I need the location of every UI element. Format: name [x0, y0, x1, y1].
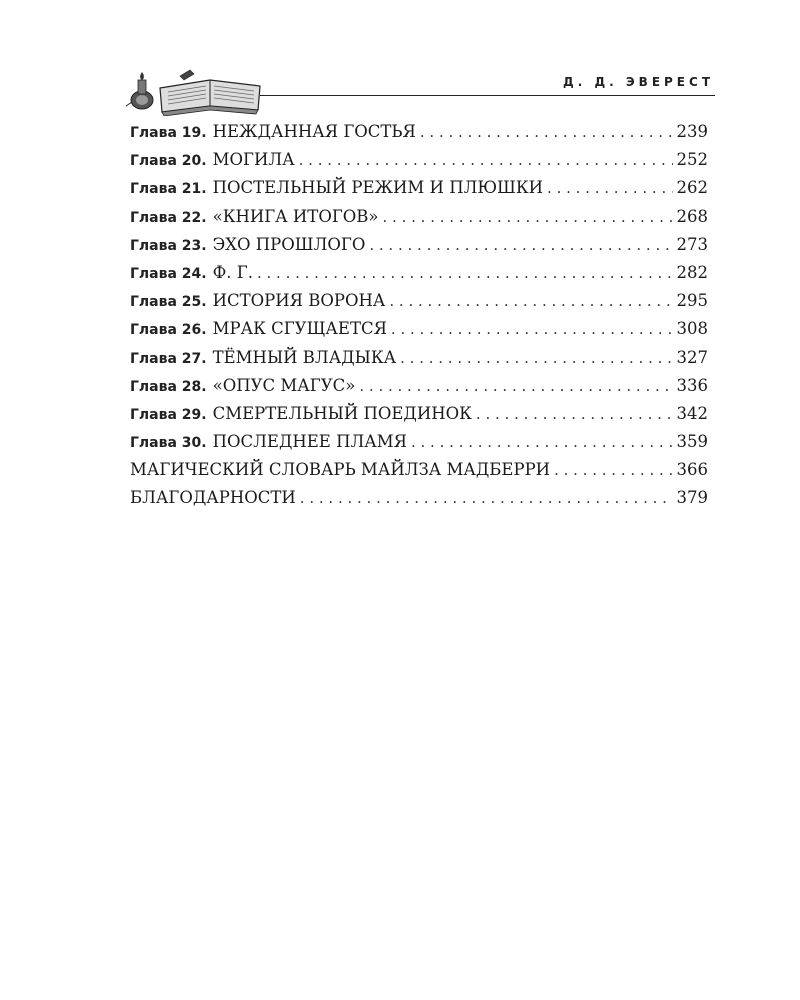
toc-page-number: 379	[676, 488, 708, 508]
toc-chapter-number: Глава 27.	[130, 350, 207, 367]
toc-chapter-number: Глава 20.	[130, 153, 207, 170]
toc-chapter-title: НЕЖДАННАЯ ГОСТЬЯ	[212, 122, 416, 141]
toc-chapter-title: ПОСЛЕДНЕЕ ПЛАМЯ	[212, 432, 407, 452]
toc-chapter-number: Глава 23.	[130, 237, 207, 254]
toc-chapter-title: ИСТОРИЯ ВОРОНА	[212, 291, 386, 311]
toc-chapter-number: Глава 26.	[130, 322, 207, 339]
toc-chapter-title: ЭХО ПРОШЛОГО	[212, 234, 366, 254]
toc-chapter-number: Глава 22.	[130, 209, 207, 226]
toc-dot-leader	[359, 377, 672, 395]
toc-dot-leader	[420, 123, 673, 141]
toc-dot-leader	[383, 208, 673, 226]
running-header	[120, 62, 720, 112]
toc-entry	[130, 122, 708, 150]
toc-dot-leader	[369, 236, 672, 254]
toc-page-number: 366	[676, 460, 708, 480]
toc-dot-leader	[300, 489, 673, 507]
toc-dot-leader	[547, 179, 672, 197]
toc-chapter-number: Глава 19.	[130, 125, 207, 141]
toc-dot-leader	[389, 292, 672, 310]
toc-page-number: 239	[676, 122, 708, 141]
toc-entry	[130, 207, 708, 235]
toc-chapter-number: Глава 29.	[130, 406, 207, 423]
toc-chapter-title: БЛАГОДАРНОСТИ	[130, 488, 296, 508]
toc-entry	[130, 319, 708, 347]
toc-entry	[130, 432, 708, 460]
toc-page-number: 282	[676, 262, 708, 282]
toc-page-number: 262	[676, 178, 708, 198]
toc-chapter-title: ПОСТЕЛЬНЫЙ РЕЖИМ И ПЛЮШКИ	[212, 178, 544, 198]
toc-page-number: 273	[676, 234, 708, 254]
toc-chapter-number: Глава 28.	[130, 378, 207, 395]
toc-page-number: 308	[676, 319, 708, 339]
toc-chapter-number: Глава 30.	[130, 435, 207, 452]
toc-entry	[130, 178, 708, 206]
book-and-candle-icon	[120, 66, 270, 116]
toc-entry	[130, 150, 708, 178]
toc-chapter-number: Глава 21.	[130, 181, 207, 198]
toc-chapter-number: Глава 24.	[130, 265, 207, 282]
toc-page-number: 342	[676, 403, 708, 423]
toc-page-number: 268	[676, 206, 708, 226]
table-of-contents	[130, 122, 708, 517]
toc-entry	[130, 404, 708, 432]
toc-entry	[130, 376, 708, 404]
toc-entry	[130, 460, 708, 488]
toc-page-number: 359	[676, 432, 708, 452]
toc-page-number: 327	[676, 347, 708, 367]
toc-page-number: 252	[676, 150, 708, 170]
toc-dot-leader	[554, 461, 672, 479]
toc-chapter-title: «ОПУС МАГУС»	[212, 375, 356, 395]
toc-chapter-title: МОГИЛА	[212, 150, 295, 170]
toc-chapter-title: ТЁМНЫЙ ВЛАДЫКА	[212, 347, 397, 367]
toc-chapter-title: «КНИГА ИТОГОВ»	[212, 206, 379, 226]
toc-page-number: 295	[676, 291, 708, 311]
toc-dot-leader	[411, 433, 673, 451]
toc-dot-leader	[400, 349, 672, 367]
toc-entry	[130, 488, 708, 516]
toc-chapter-number: Глава 25.	[130, 294, 207, 311]
toc-entry	[130, 348, 708, 376]
toc-chapter-title: МРАК СГУЩАЕТСЯ	[212, 319, 387, 339]
toc-dot-leader	[476, 405, 673, 423]
toc-dot-leader	[299, 151, 673, 169]
toc-chapter-title: МАГИЧЕСКИЙ СЛОВАРЬ МАЙЛЗА МАДБЕРРИ	[130, 460, 551, 480]
toc-page-number: 336	[676, 375, 708, 395]
running-header-author: Д. Д. ЭВЕРЕСТ	[563, 75, 714, 89]
toc-chapter-title: СМЕРТЕЛЬНЫЙ ПОЕДИНОК	[212, 403, 472, 423]
toc-entry	[130, 263, 708, 291]
toc-chapter-title: Ф. Г.	[212, 262, 253, 282]
toc-dot-leader	[391, 320, 673, 338]
toc-entry	[130, 291, 708, 319]
header-rule	[260, 95, 715, 96]
toc-dot-leader	[257, 264, 673, 282]
toc-entry	[130, 235, 708, 263]
